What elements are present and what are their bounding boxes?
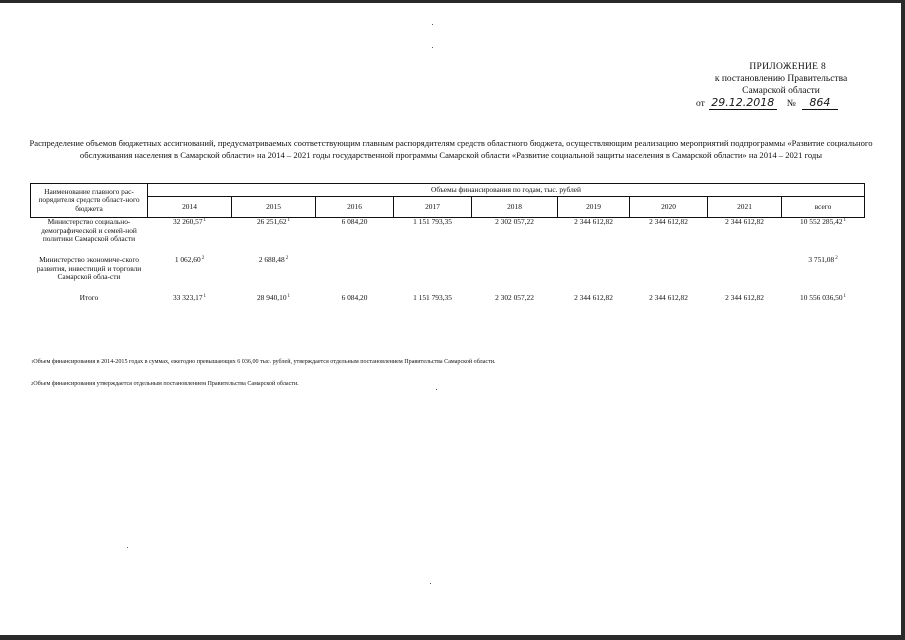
funding-value: 3 751,08 xyxy=(808,255,835,264)
funding-cell xyxy=(708,294,782,303)
funding-value: 2 344 612,82 xyxy=(574,217,613,226)
footnote-reference: 1 xyxy=(287,294,291,299)
header-distributor: Наименование главного рас-порядителя средств област-ного бюджета xyxy=(31,184,148,218)
footnote-mark: 1 xyxy=(31,359,34,364)
scan-speck xyxy=(432,47,433,48)
appendix-title: ПРИЛОЖЕНИЕ 8 xyxy=(749,62,826,72)
header-funding-group: Объемы финансирования по годам, тыс. рублей xyxy=(148,184,865,197)
funding-cell xyxy=(316,294,394,303)
scan-edge-bottom xyxy=(0,635,905,640)
budget-allocation-table xyxy=(30,183,865,303)
funding-value: 2 688,48 xyxy=(258,255,285,264)
funding-value: 2 302 057,22 xyxy=(495,217,534,226)
funding-cell xyxy=(232,256,316,294)
scan-edge-right xyxy=(901,0,905,640)
footnote-mark: 2 xyxy=(31,381,34,386)
funding-value: 1 062,60 xyxy=(174,255,201,264)
appendix-region-line: Самарской области xyxy=(742,86,820,96)
header-year: 2020 xyxy=(630,197,708,218)
header-year: 2015 xyxy=(232,197,316,218)
footnote-text: Объем финансирования утверждается отдельным постановлением Правительства Самарской области. xyxy=(33,381,299,387)
funding-cell xyxy=(630,218,708,257)
funding-cell xyxy=(630,256,708,294)
footnote-text: Объем финансирования в 2014-2015 годах в суммах, ежегодно превышающих 6 036,00 тыс. рублей, утверждается отдельным постановлением Правительства Самарской области. xyxy=(33,359,496,365)
funding-value: 2 344 612,82 xyxy=(649,217,688,226)
funding-cell xyxy=(394,294,472,303)
distributor-name: Итого xyxy=(79,293,99,302)
funding-cell xyxy=(782,256,865,294)
funding-value: 2 302 057,22 xyxy=(495,293,534,302)
funding-cell xyxy=(472,294,558,303)
date-prefix: от xyxy=(696,99,705,109)
number-sign: № xyxy=(786,99,796,109)
funding-cell xyxy=(472,218,558,257)
funding-cell xyxy=(558,218,630,257)
funding-value: 10 552 285,42 xyxy=(800,217,843,226)
handwritten-number: 864 xyxy=(802,97,838,110)
distributor-name: Министерство социально-демографической и семей-ной политики Самарской области xyxy=(41,217,137,244)
funding-cell xyxy=(394,218,472,257)
funding-value: 26 251,62 xyxy=(256,217,287,226)
scan-speck xyxy=(127,547,128,548)
funding-cell xyxy=(316,256,394,294)
header-year: всего xyxy=(782,197,865,218)
table-body xyxy=(31,218,865,303)
header-year: 2016 xyxy=(316,197,394,218)
header-years-row xyxy=(31,197,865,218)
funding-value: 28 940,10 xyxy=(256,293,287,302)
table-row xyxy=(31,218,865,257)
funding-cell xyxy=(232,218,316,257)
appendix-block xyxy=(696,61,866,110)
footnote-reference: 2 xyxy=(835,256,838,261)
handwritten-date: 29.12.2018 xyxy=(709,97,777,110)
funding-value: 1 151 793,35 xyxy=(413,217,452,226)
header-year: 2017 xyxy=(394,197,472,218)
funding-value: 2 344 612,82 xyxy=(649,293,688,302)
header-year: 2019 xyxy=(558,197,630,218)
funding-cell xyxy=(558,294,630,303)
funding-value: 33 323,17 xyxy=(172,293,203,302)
funding-value: 2 344 612,82 xyxy=(725,217,764,226)
funding-value: 6 084,20 xyxy=(341,293,368,302)
document-heading: Распределение объемов бюджетных ассигнований, предусматриваемых соответствующим главным распорядителям средств областного бюджета, осуществляющим реализацию мероприятий подпрограммы «Развитие социального обслуживания населения в Самарской области» на 2014 – 2021 годы государственной программы Самарской области «Развитие социальной защиты населения в Самарской области» на 2014 – 2021 годы xyxy=(29,138,873,160)
funding-cell xyxy=(232,294,316,303)
funding-cell xyxy=(148,218,232,257)
funding-value: 2 344 612,82 xyxy=(574,293,613,302)
scan-speck xyxy=(432,24,433,25)
funding-value: 32 260,57 xyxy=(172,217,203,226)
table-row xyxy=(31,256,865,294)
footnote-reference: 2 xyxy=(201,256,205,261)
footnote-1 xyxy=(31,358,496,366)
scan-edge-top xyxy=(0,0,905,3)
funding-cell xyxy=(708,218,782,257)
header-year: 2021 xyxy=(708,197,782,218)
distributor-name: Министерство экономиче-ского развития, инвестиций и торговли Самарской обла-сти xyxy=(36,255,142,282)
footnote-reference: 1 xyxy=(843,218,847,223)
funding-cell xyxy=(472,256,558,294)
scan-speck xyxy=(436,389,437,390)
funding-value: 10 556 036,50 xyxy=(800,293,843,302)
funding-cell xyxy=(394,256,472,294)
funding-cell xyxy=(148,294,232,303)
footnote-reference: 1 xyxy=(203,294,207,299)
appendix-resolution-line: к постановлению Правительства xyxy=(714,74,848,84)
funding-cell xyxy=(148,256,232,294)
funding-cell xyxy=(558,256,630,294)
footnote-2 xyxy=(31,380,299,388)
funding-cell xyxy=(708,256,782,294)
funding-cell xyxy=(782,294,865,303)
funding-value: 6 084,20 xyxy=(341,217,368,226)
scan-speck xyxy=(430,583,431,584)
footnote-reference: 2 xyxy=(285,256,289,261)
footnote-reference: 1 xyxy=(287,218,291,223)
table-row xyxy=(31,294,865,303)
funding-value: 2 344 612,82 xyxy=(725,293,764,302)
funding-value: 1 151 793,35 xyxy=(413,293,452,302)
header-year: 2014 xyxy=(148,197,232,218)
funding-cell xyxy=(630,294,708,303)
appendix-registration-line xyxy=(696,97,866,110)
funding-cell xyxy=(316,218,394,257)
footnote-reference: 1 xyxy=(843,294,847,299)
header-year: 2018 xyxy=(472,197,558,218)
footnote-reference: 1 xyxy=(203,218,207,223)
funding-cell xyxy=(782,218,865,257)
